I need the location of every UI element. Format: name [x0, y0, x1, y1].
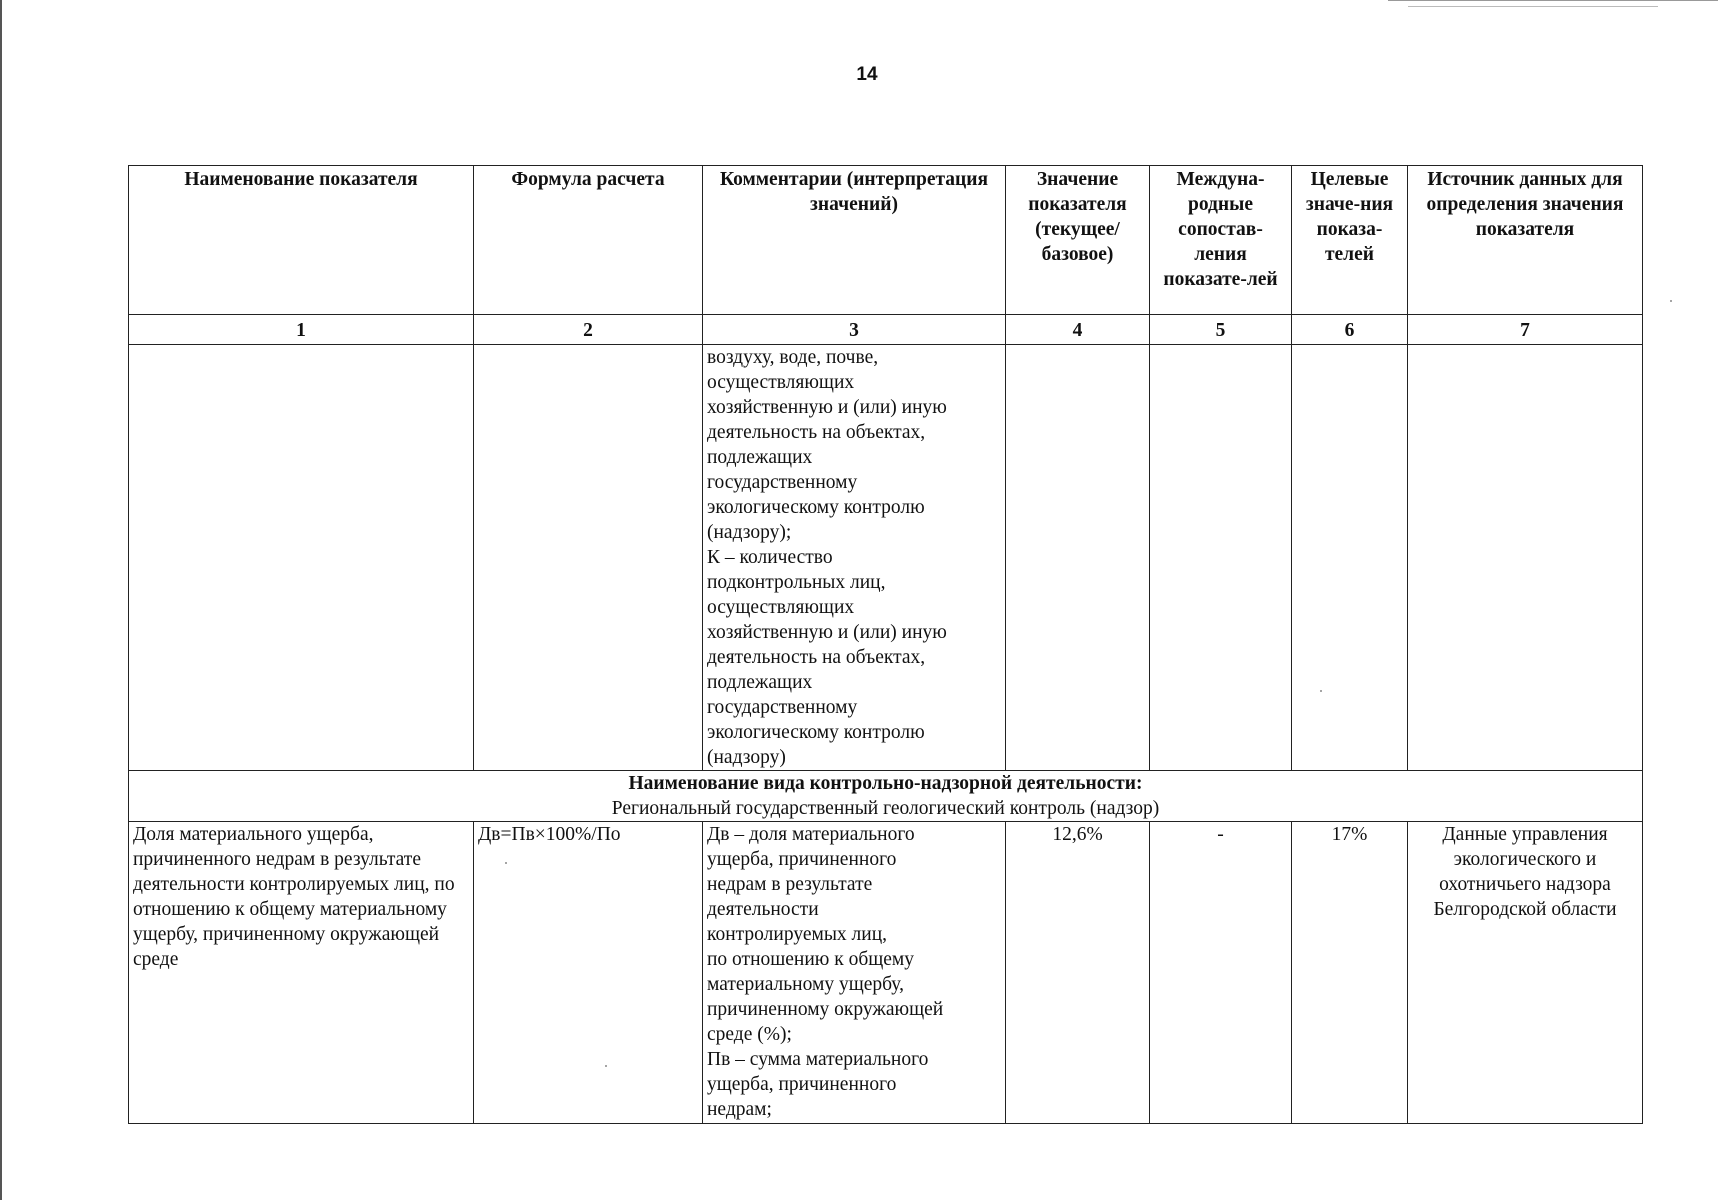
section-subtitle: Региональный государственный геологический контроль (надзор) [611, 798, 1160, 819]
table-cell-empty [1150, 345, 1292, 771]
column-number: 2 [474, 315, 703, 345]
table-header-row [129, 166, 1643, 315]
table-cell-empty [1006, 345, 1150, 771]
column-number: 4 [1006, 315, 1150, 345]
column-number: 1 [129, 315, 474, 345]
table-cell-empty [474, 345, 703, 771]
header-target: Целевые значе-ния показа-телей [1292, 166, 1408, 315]
indicator-source: Данные управления экологического и охотничьего надзора Белгородской области [1408, 822, 1643, 1124]
scan-speck [1670, 300, 1672, 302]
column-number: 5 [1150, 315, 1292, 345]
indicator-formula: Дв=Пв×100%/По [474, 822, 703, 1124]
table-row [129, 822, 1643, 1124]
table-cell-empty [1408, 345, 1643, 771]
continuation-comment: воздуху, воде, почве, осуществляющих хозяйственную и (или) иную деятельность на объектах, подлежащих государственному экологическому контролю (надзору); К – количество подконтрольных лиц, осуществляющих хозяйственную и (или) иную деятельность на объектах, подлежащих государственному экологическому контролю (надзору) [703, 345, 1006, 771]
scan-speck [1320, 690, 1322, 692]
page-number: 14 [856, 64, 878, 85]
column-number: 7 [1408, 315, 1643, 345]
section-header-row [129, 771, 1643, 822]
scan-edge [1388, 0, 1718, 1]
table-cell-empty [129, 345, 474, 771]
header-international: Междуна-родные сопостав-ления показате-лей [1150, 166, 1292, 315]
header-comments: Комментарии (интерпретация значений) [703, 166, 1006, 315]
scan-speck [605, 1065, 607, 1067]
column-number: 6 [1292, 315, 1408, 345]
indicator-target: 17% [1292, 822, 1408, 1124]
indicator-international: - [1150, 822, 1292, 1124]
section-header-cell [129, 771, 1643, 822]
scan-edge [0, 0, 2, 1200]
header-formula: Формула расчета [474, 166, 703, 315]
scan-speck [505, 862, 507, 864]
indicator-table [128, 165, 1643, 1124]
table-row [129, 345, 1643, 771]
indicator-name: Доля материального ущерба, причиненного недрам в результате деятельности контролируемых лиц, по отношению к общему материальному ущербу, причиненному окружающей среде [129, 822, 474, 1124]
table-cell-empty [1292, 345, 1408, 771]
column-number: 3 [703, 315, 1006, 345]
column-number-row [129, 315, 1643, 345]
header-source: Источник данных для определения значения показателя [1408, 166, 1643, 315]
header-indicator-name: Наименование показателя [129, 166, 474, 315]
section-title: Наименование вида контрольно-надзорной деятельности: [628, 773, 1143, 794]
indicator-value: 12,6% [1006, 822, 1150, 1124]
indicator-comment: Дв – доля материального ущерба, причиненного недрам в результате деятельности контролируемых лиц, по отношению к общему материальному ущербу, причиненному окружающей среде (%); Пв – сумма материального ущерба, причиненного недрам; [703, 822, 1006, 1124]
scan-edge [1408, 6, 1658, 7]
header-value: Значение показателя (текущее/ базовое) [1006, 166, 1150, 315]
